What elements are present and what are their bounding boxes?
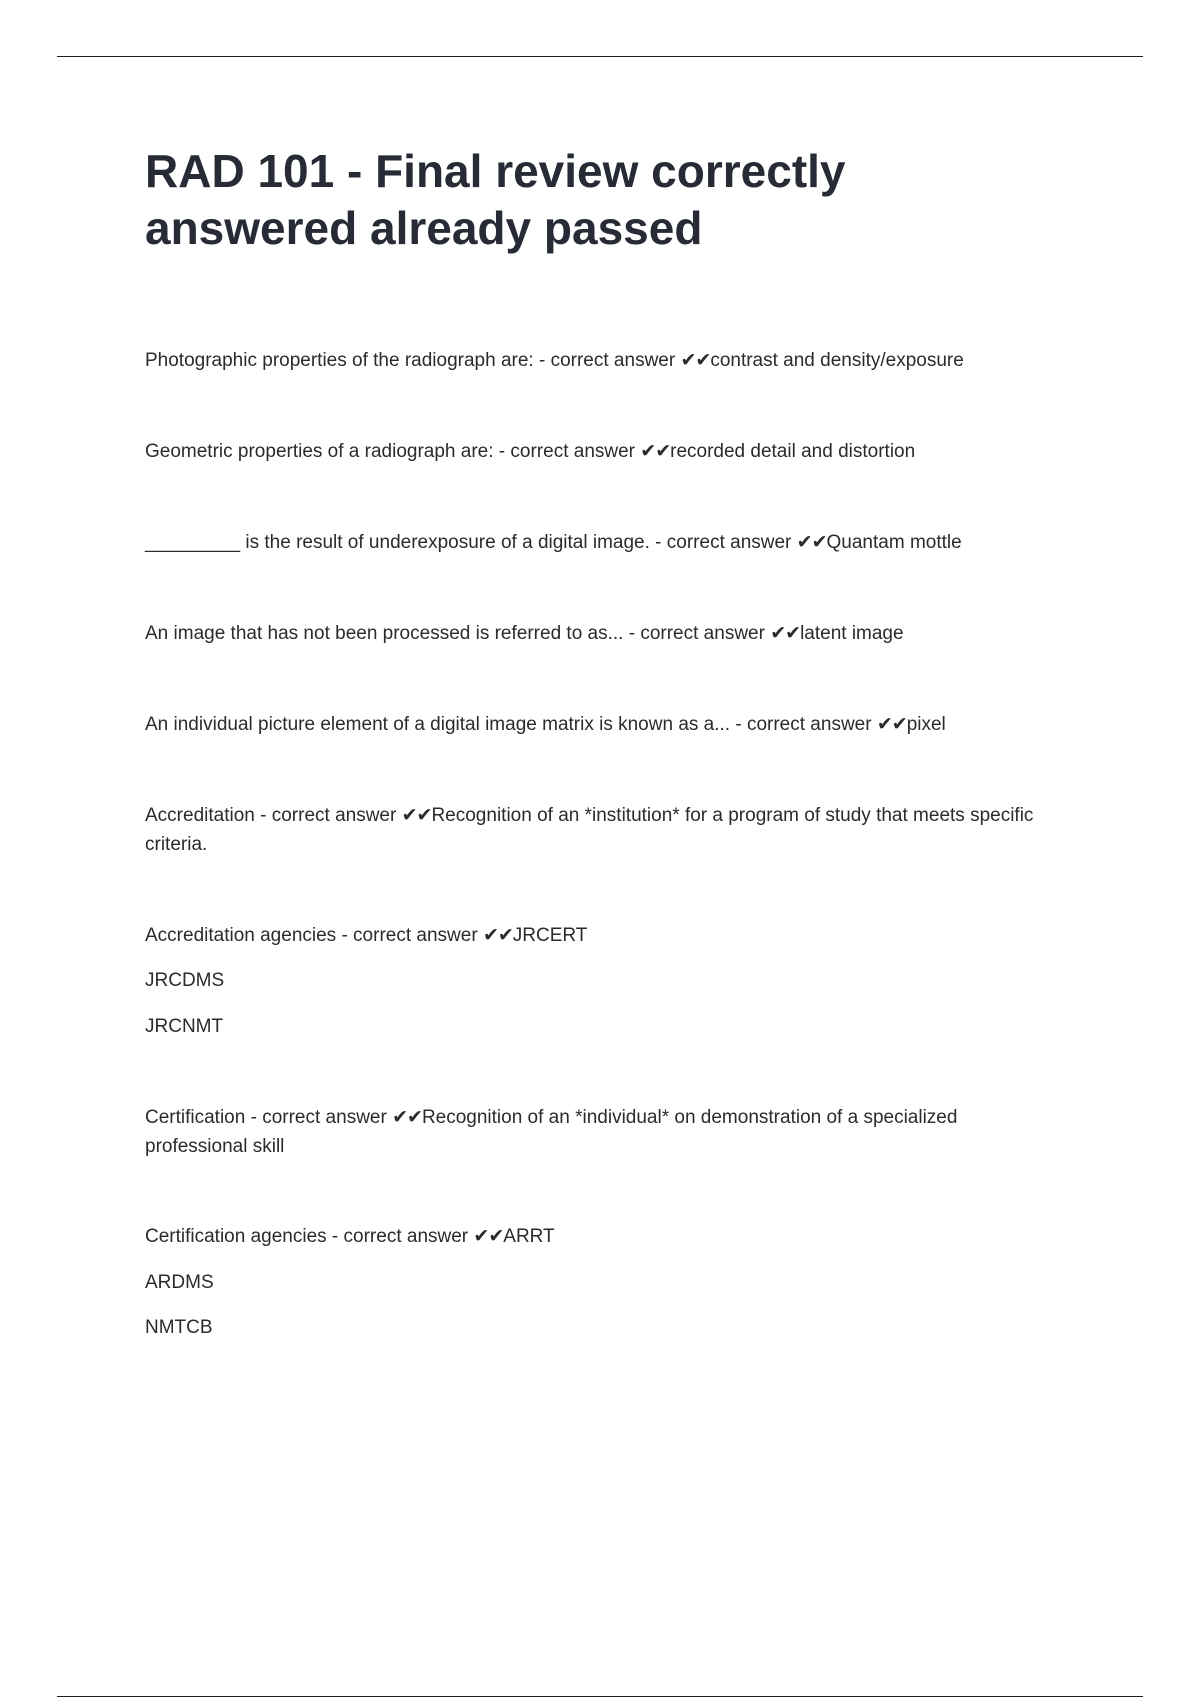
qa-entry xyxy=(145,528,1065,557)
qa-entry xyxy=(145,619,1065,648)
answer-text: JRCERT xyxy=(512,925,588,946)
check-marks-icon: ✔✔ xyxy=(680,350,711,371)
document-title: RAD 101 - Final review correctly answered already passed xyxy=(145,145,846,254)
qa-entry xyxy=(145,710,1065,739)
check-marks-icon: ✔✔ xyxy=(392,1107,422,1128)
question-text: _________ is the result of underexposure of a digital image. xyxy=(145,532,650,553)
qa-entry xyxy=(145,437,1065,466)
check-marks-icon: ✔✔ xyxy=(770,623,801,644)
bottom-rule xyxy=(57,1696,1143,1697)
qa-entry xyxy=(145,801,1065,859)
check-marks-icon: ✔✔ xyxy=(876,714,907,735)
question-text: Photographic properties of the radiograph are: xyxy=(145,350,534,371)
check-marks-icon: ✔✔ xyxy=(473,1226,504,1247)
check-marks-icon: ✔✔ xyxy=(482,925,513,946)
check-marks-icon: ✔✔ xyxy=(401,805,432,826)
answer-text: Recognition of an *institution* for a program of study that meets specific criteria. xyxy=(145,805,1034,855)
top-rule xyxy=(57,56,1143,57)
answer-text: pixel xyxy=(906,714,946,735)
question-text: Accreditation xyxy=(145,805,255,826)
qa-entry xyxy=(145,1103,1065,1161)
question-text: Accreditation agencies xyxy=(145,925,337,946)
answer-separator: - correct answer xyxy=(730,714,877,735)
answer-separator: - correct answer xyxy=(533,350,681,371)
answer-text: ARRT xyxy=(503,1226,555,1247)
answer-extra-line: NMTCB xyxy=(145,1317,213,1338)
answer-text: latent image xyxy=(800,623,904,644)
answer-separator: - correct answer xyxy=(254,805,402,826)
question-text: An image that has not been processed is referred to as... xyxy=(145,623,624,644)
answer-text: recorded detail and distortion xyxy=(670,441,916,462)
answer-extra-line: JRCDMS xyxy=(145,970,225,991)
question-text: Geometric properties of a radiograph are: xyxy=(145,441,494,462)
answer-separator: - correct answer xyxy=(245,1107,393,1128)
answer-separator: - correct answer xyxy=(623,623,771,644)
question-text: An individual picture element of a digital image matrix is known as a... xyxy=(145,714,731,735)
answer-extra-line: ARDMS xyxy=(145,1272,214,1293)
question-text: Certification agencies xyxy=(145,1226,327,1247)
answer-separator: - correct answer xyxy=(493,441,641,462)
answer-separator: - correct answer xyxy=(326,1226,474,1247)
check-marks-icon: ✔✔ xyxy=(640,441,671,462)
qa-entry xyxy=(145,346,1065,375)
qa-entry xyxy=(145,921,1065,950)
qa-entry xyxy=(145,1222,1065,1251)
answer-separator: - correct answer xyxy=(336,925,483,946)
question-text: Certification xyxy=(145,1107,246,1128)
answer-separator: - correct answer xyxy=(649,532,797,553)
answer-extra-line: JRCNMT xyxy=(145,1016,224,1037)
check-marks-icon: ✔✔ xyxy=(796,532,827,553)
answer-text: Recognition of an *individual* on demonstration of a specialized professional skill xyxy=(145,1107,958,1157)
answer-text: contrast and density/exposure xyxy=(710,350,964,371)
answer-text: Quantam mottle xyxy=(826,532,962,553)
